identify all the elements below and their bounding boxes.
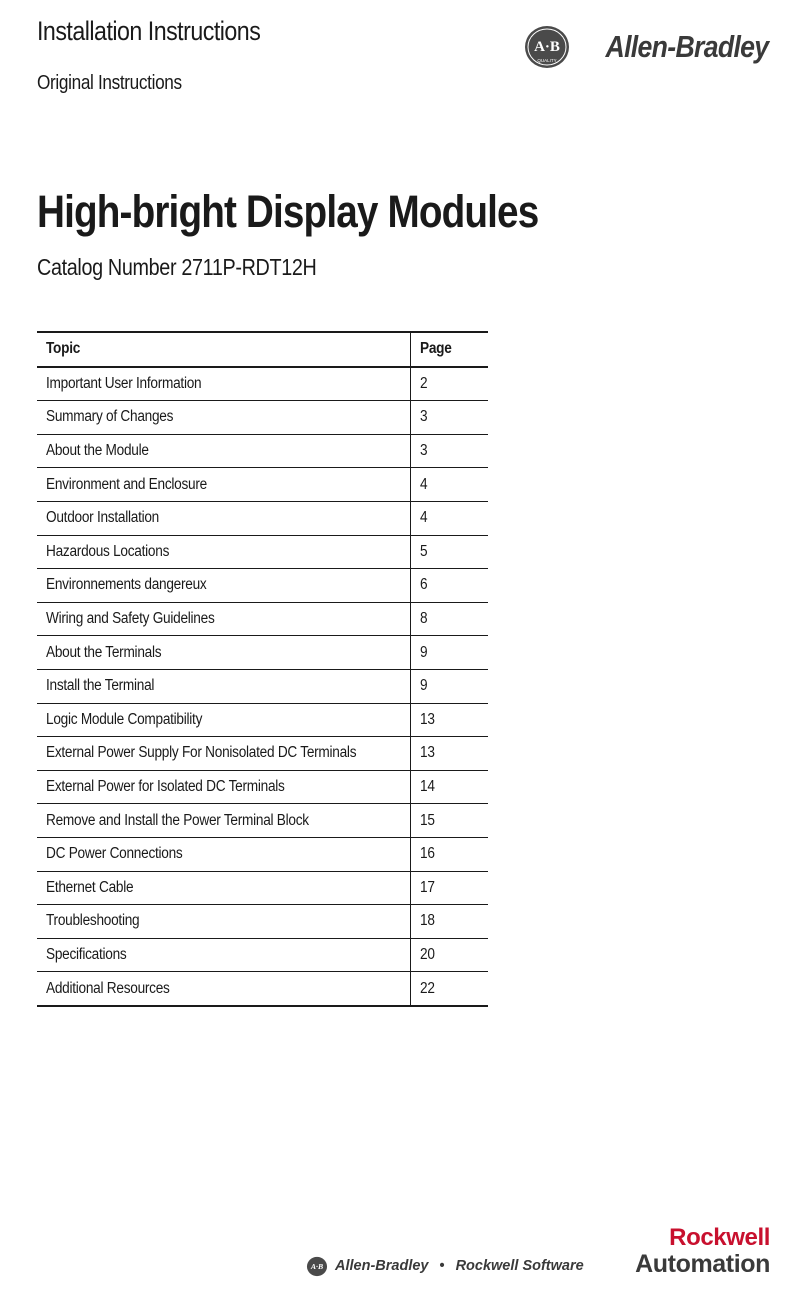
toc-row <box>37 703 488 737</box>
toc-topic: Important User Information <box>37 367 411 401</box>
toc-row <box>37 636 488 670</box>
toc-page: 13 <box>411 737 489 771</box>
toc-topic: Hazardous Locations <box>37 535 411 569</box>
toc-row <box>37 535 488 569</box>
brand-name: Allen-Bradley <box>605 29 768 64</box>
toc-row <box>37 938 488 972</box>
toc-topic: Outdoor Installation <box>37 501 411 535</box>
toc-row <box>37 501 488 535</box>
logo-automation: Automation <box>635 1250 770 1278</box>
toc-page: 14 <box>411 770 489 804</box>
toc-topic: Logic Module Compatibility <box>37 703 411 737</box>
ab-badge-letters: A·B <box>310 1261 324 1271</box>
toc-page: 9 <box>411 669 489 703</box>
ab-badge-letters: A·B <box>533 39 560 55</box>
toc-topic: DC Power Connections <box>37 837 411 871</box>
toc-topic: Specifications <box>37 938 411 972</box>
toc-header-row <box>37 332 488 367</box>
toc-page: 3 <box>411 401 489 435</box>
toc-page: 5 <box>411 535 489 569</box>
toc-row <box>37 367 488 401</box>
toc-topic: About the Module <box>37 434 411 468</box>
toc-row <box>37 837 488 871</box>
footer-brand-allen-bradley: Allen-Bradley <box>335 1258 429 1274</box>
toc-row <box>37 569 488 603</box>
ab-badge-icon <box>523 24 571 70</box>
toc-page: 17 <box>411 871 489 905</box>
toc-topic: Ethernet Cable <box>37 871 411 905</box>
toc-page: 15 <box>411 804 489 838</box>
toc-topic: Troubleshooting <box>37 905 411 939</box>
toc-topic: About the Terminals <box>37 636 411 670</box>
footer-separator: • <box>439 1258 445 1274</box>
toc-topic: Install the Terminal <box>37 669 411 703</box>
toc-page: 6 <box>411 569 489 603</box>
toc-row <box>37 804 488 838</box>
catalog-number: Catalog Number 2711P-RDT12H <box>37 254 317 280</box>
toc-topic: External Power Supply For Nonisolated DC Terminals <box>37 737 411 771</box>
toc-row <box>37 972 488 1006</box>
toc-row <box>37 602 488 636</box>
toc-topic: Additional Resources <box>46 979 170 997</box>
toc-page: 18 <box>411 905 489 939</box>
toc-page: 22 <box>411 972 489 1006</box>
ab-badge-small-icon <box>306 1256 328 1277</box>
toc-page: 4 <box>411 468 489 502</box>
toc-topic: External Power for Isolated DC Terminals <box>37 770 411 804</box>
toc-table <box>37 331 488 1007</box>
footer-brand-rockwell-software: Rockwell Software <box>455 1258 584 1274</box>
logo-rockwell: Rockwell <box>669 1224 770 1251</box>
toc-page: 16 <box>411 837 489 871</box>
toc-row <box>37 401 488 435</box>
toc-page: 20 <box>411 938 489 972</box>
toc-header-page: Page <box>411 332 489 367</box>
document-type: Installation Instructions <box>37 16 261 46</box>
toc-row <box>37 669 488 703</box>
toc-body <box>37 367 488 1006</box>
toc-row <box>37 905 488 939</box>
page-title: High-bright Display Modules <box>37 186 539 237</box>
ab-badge-small: QUALITY <box>536 58 557 63</box>
rockwell-automation-logo <box>635 1226 770 1277</box>
toc-header-topic: Topic <box>37 332 411 367</box>
footer-brands <box>306 1253 584 1279</box>
document-subtitle: Original Instructions <box>37 72 182 94</box>
toc-row <box>37 871 488 905</box>
toc-page: 3 <box>411 434 489 468</box>
toc-topic: Environnements dangereux <box>37 569 411 603</box>
toc-page: 2 <box>411 367 489 401</box>
toc-page: 9 <box>411 636 489 670</box>
toc-row <box>37 434 488 468</box>
toc-page: 13 <box>411 703 489 737</box>
toc-page: 8 <box>411 602 489 636</box>
toc-row <box>37 770 488 804</box>
toc-topic: Summary of Changes <box>37 401 411 435</box>
toc-row <box>37 737 488 771</box>
allen-bradley-logo <box>523 24 768 70</box>
toc-topic: Remove and Install the Power Terminal Block <box>37 804 411 838</box>
toc-page: 4 <box>411 501 489 535</box>
toc-row <box>37 468 488 502</box>
toc-topic: Wiring and Safety Guidelines <box>37 602 411 636</box>
toc-topic: Environment and Enclosure <box>37 468 411 502</box>
